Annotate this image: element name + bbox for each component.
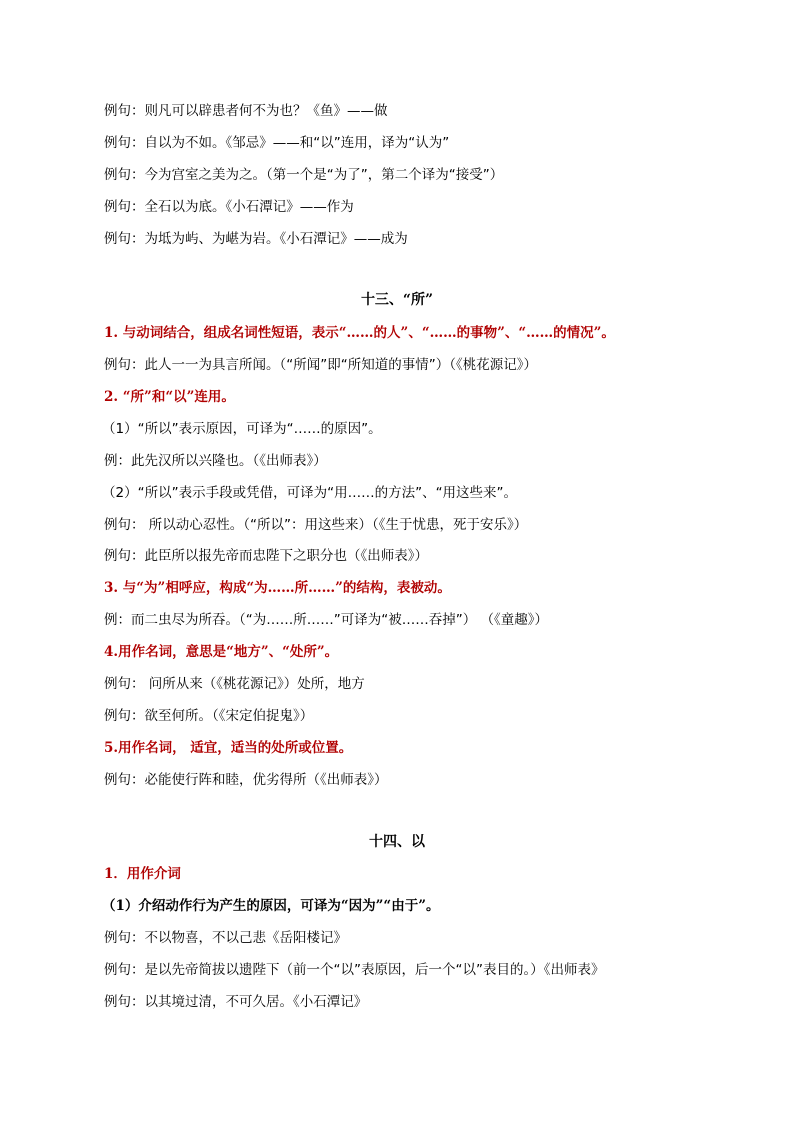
example-line: 例句：则凡可以辟患者何不为也？《鱼》——做 [104, 103, 388, 119]
section-heading-yi: 十四、以 [369, 834, 425, 850]
rule-line: 5.用作名词， 适宜，适当的处所或位置。 [104, 740, 353, 756]
rule-line: 1. 与动词结合，组成名词性短语，表示“……的人”、“……的事物”、“……的情况”。 [104, 325, 615, 341]
example-line: 例句：不以物喜，不以己悲《岳阳楼记》 [104, 930, 347, 946]
example-line: 例：此先汉所以兴隆也。（《出师表》） [104, 453, 327, 469]
example-line: 例句：今为宫室之美为之。（第一个是“为了”，第二个译为“接受”） [104, 167, 504, 183]
example-line: 例：而二虫尽为所吞。（“为……所……”可译为“被……吞掉”） （《童趣》） [104, 612, 549, 628]
subrule-line: （2）“所以”表示手段或凭借，可译为“用……的方法”、“用这些来”。 [102, 485, 518, 501]
example-line: 例句：为坻为屿、为嵁为岩。《小石潭记》——成为 [104, 231, 408, 247]
rule-line: 1．用作介词 [104, 866, 181, 882]
subrule-line: （1）介绍动作行为产生的原因，可译为“因为”“由于”。 [102, 898, 440, 914]
subrule-line: （1）“所以”表示原因，可译为“……的原因”。 [102, 421, 382, 437]
example-line: 例句：此人一一为具言所闻。（“所闻”即“所知道的事情”）（《桃花源记》） [104, 357, 537, 373]
rule-line: 2. “所”和“以”连用。 [104, 389, 235, 405]
example-line: 例句： 问所从来（《桃花源记》）处所，地方 [104, 676, 365, 692]
rule-line: 4.用作名词，意思是“地方”、“处所”。 [104, 644, 339, 660]
example-line: 例句：必能使行阵和睦，优劣得所（《出师表》） [104, 772, 388, 788]
example-line: 例句： 所以动心忍性。（“所以”：用这些来）（《生于忧患，死于安乐》） [104, 517, 528, 533]
example-line: 例句：欲至何所。（《宋定伯捉鬼》） [104, 708, 314, 724]
example-line: 例句：自以为不如。《邹忌》——和“以”连用，译为“认为” [104, 135, 450, 151]
example-line: 例句：是以先帝简拔以遗陛下（前一个“以”表原因，后一个“以”表目的。）《出师表》 [104, 962, 605, 978]
section-heading-suo: 十三、“所” [360, 292, 434, 308]
example-line: 例句：以其境过清，不可久居。《小石潭记》 [104, 994, 368, 1010]
example-line: 例句：此臣所以报先帝而忠陛下之职分也（《出师表》） [104, 548, 428, 564]
example-line: 例句：全石以为底。《小石潭记》——作为 [104, 199, 354, 215]
rule-line: 3. 与“为”相呼应，构成“为……所……”的结构，表被动。 [104, 580, 451, 596]
